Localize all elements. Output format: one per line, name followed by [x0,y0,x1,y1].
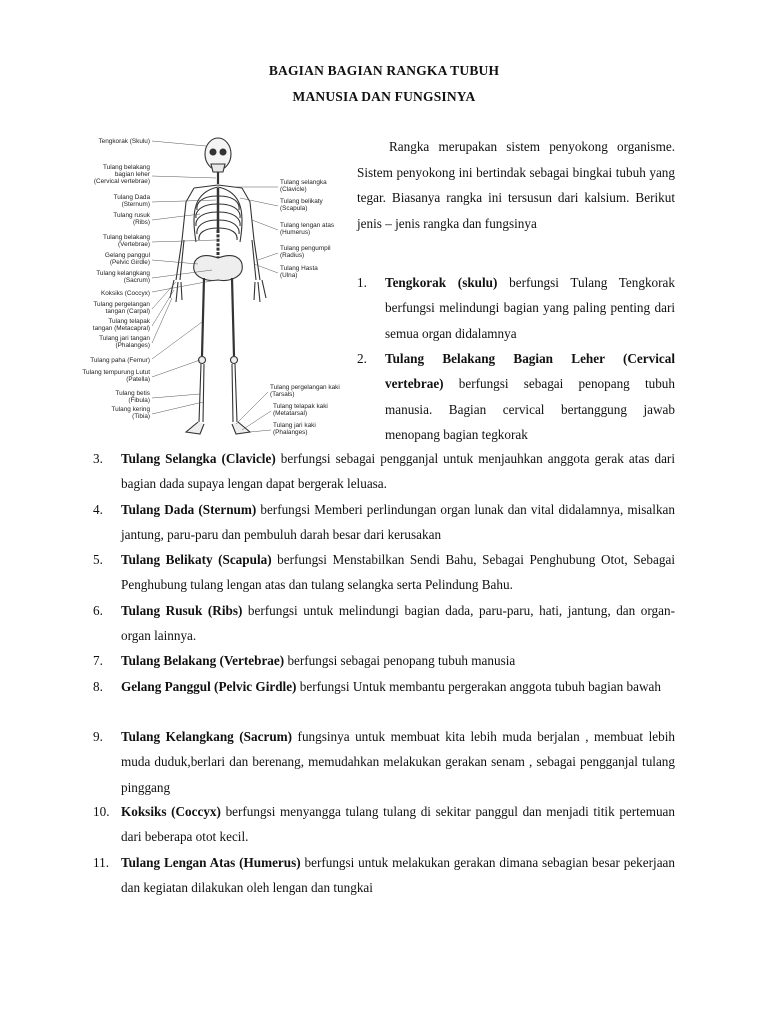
item-number: 7. [93,653,103,668]
item-text: berfungsi sebagai pengganjal untuk menjauhkan anggota gerak atas dari bagian dada supaya lengan dapat bergerak leluasa. [121,451,675,492]
item-number: 11. [93,855,109,870]
item-number: 2. [357,351,367,366]
item-text: berfungsi Menstabilkan Sendi Bahu, Sebagai Penghubung Otot, Sebagai Penghubung tulang lengan atas dan tulang selangka serta Pelindung Bahu. [121,552,675,593]
label-skull: Tengkorak (Skulu) [98,138,150,145]
item-text: berfungsi sebagai penopang tubuh manusia. Bagian cervical bertanggung jawab menopang bagian tegkorak [385,376,675,442]
item-number: 6. [93,603,103,618]
list-item [93,648,675,673]
item-term: Tulang Belakang Bagian Leher (Cervical vertebrae) [385,351,675,392]
label-cervical-1: Tulang belakang [102,164,150,171]
list-item [93,598,675,649]
item-number: 9. [93,729,103,744]
item-text: berfungsi Tulang Tengkorak berfungsi melindungi bagian yang paling penting dari semua organ didalamnya [385,275,675,341]
label-radius-2: (Radius) [280,252,305,259]
item-number: 5. [93,552,103,567]
list-item [93,446,675,497]
list-item [93,799,675,850]
label-cervical-2: bagian leher [114,171,150,178]
item-term: Tulang Lengan Atas (Humerus) [121,855,301,870]
item-number: 4. [93,502,103,517]
item-term: Tulang Belakang (Vertebrae) [121,653,285,668]
item-term: Gelang Panggul (Pelvic Girdle) [121,679,297,694]
label-carpal-2: tangan (Carpal) [105,308,150,315]
label-fibula-2: (Fibula) [128,397,150,404]
item-text: berfungsi untuk melindungi bagian dada, paru-paru, hati, jantung, dan organ-organ lainnya. [121,603,675,644]
item-number: 1. [357,275,367,290]
label-patella-2: (Patella) [126,376,150,383]
item-number: 3. [93,451,103,466]
label-humerus-1: Tulang lengan atas [280,222,335,229]
page-title-line-2: MANUSIA DAN FUNGSINYA [292,89,476,104]
right-labels [270,179,340,436]
page-title-line-1: BAGIAN BAGIAN RANGKA TUBUH [268,63,500,78]
label-carpal-1: Tulang pergelangan [93,301,150,308]
label-fibula-1: Tulang betis [115,390,150,397]
item-number: 10. [93,804,110,819]
item-term: Tulang Kelangkang (Sacrum) [121,729,293,744]
label-phalanges-hand-2: (Phalanges) [115,342,150,349]
item-term: Tulang Selangka (Clavicle) [121,451,276,466]
list-item [93,674,675,699]
label-femur: Tulang paha (Femur) [90,357,150,364]
item-number: 8. [93,679,103,694]
left-labels [82,138,150,420]
intro-paragraph [357,134,675,236]
label-tarsals-1: Tulang pergelangan kaki [270,384,340,391]
item-text: berfungsi sebagai penopang tubuh manusia [284,653,516,668]
item-term: Koksiks (Coccyx) [121,804,221,819]
label-radius-1: Tulang pengumpil [280,245,331,252]
label-tibia-2: (Tibia) [132,413,150,420]
label-clavicle-1: Tulang selangka [280,179,327,186]
label-metatarsal-2: (Metatarsal) [273,410,308,417]
list-item [93,547,675,598]
item-text: berfungsi menyangga tulang tulang di sekitar panggul dan menjadi titik pertemuan dari beberapa otot kecil. [121,804,675,845]
item-text: berfungsi untuk melakukan gerakan dimana sebagian besar pekerjaan dan kegiatan dilakukan oleh lengan dan tungkai [121,855,675,896]
label-vertebrae-2: (Vertebrae) [118,241,150,248]
label-sacrum-1: Tulang kelangkang [96,270,150,277]
label-scapula-1: Tulang belikaty [280,198,323,205]
label-metatarsal-1: Tulang telapak kaki [273,403,328,410]
label-ulna-1: Tulang Hasta [280,265,318,272]
label-tibia-1: Tulang kering [111,406,150,413]
label-tarsals-2: (Tarsals) [270,391,295,398]
label-metacarpal-1: Tulang telapak [108,318,150,325]
label-phalanges-hand-1: Tulang jari tangan [99,335,150,342]
list-item [357,270,675,346]
item-term: Tulang Belikaty (Scapula) [121,552,272,567]
label-sacrum-2: (Sacrum) [123,277,150,284]
label-ulna-2: (Ulna) [280,272,298,279]
label-sternum-2: (Sternum) [121,201,150,208]
label-ribs-2: (Ribs) [132,219,150,226]
label-sternum-1: Tulang Dada [113,194,150,201]
label-pelvic-2: (Pelvic Girdle) [109,259,150,266]
item-text: berfungsi Untuk membantu pergerakan anggota tubuh bagian bawah [296,679,661,694]
leader-lines [152,141,278,432]
label-coccyx: Koksiks (Coccyx) [100,290,150,297]
label-ribs-1: Tulang rusuk [113,212,150,219]
item-term: Tengkorak (skulu) [385,275,498,290]
label-pelvic-1: Gelang panggul [104,252,150,259]
label-phalanges-foot-2: (Phalanges) [273,429,308,436]
skeleton-figure [82,132,352,444]
intro-text: Rangka merupakan sistem penyokong organisme. Sistem penyokong ini bertindak sebagai bingkai tubuh yang tegar. Biasanya rangka ini tersusun dari kalsium. Berikut jenis – jenis rangka dan fungsinya [357,139,675,231]
item-term: Tulang Dada (Sternum) [121,502,257,517]
label-phalanges-foot-1: Tulang jari kaki [273,422,316,429]
item-text: berfungsi Memberi perlindungan organ lunak dan vital didalamnya, misalkan jantung, paru-paru dan pembuluh darah besar dari kerusakan [121,502,675,543]
label-humerus-2: (Humerus) [280,229,311,236]
label-clavicle-2: (Clavicle) [280,186,307,193]
list-item [93,850,675,901]
list-item [93,724,675,800]
list-item [357,346,675,447]
label-scapula-2: (Scapula) [280,205,308,212]
label-patella-1: Tulang tempurung Lutut [82,369,150,376]
label-cervical-3: (Cervical vertebrae) [93,178,150,185]
item-text: fungsinya untuk membuat kita lebih muda berjalan , membuat lebih muda duduk,berlari dan berenang, memudahkan melakukan gerakan senam , sebagai pengganjal tulang pinggang [121,729,675,795]
list-item [93,497,675,548]
label-metacarpal-2: tangan (Metacapral) [92,325,150,332]
item-term: Tulang Rusuk (Ribs) [121,603,243,618]
label-vertebrae-1: Tulang belakang [102,234,150,241]
